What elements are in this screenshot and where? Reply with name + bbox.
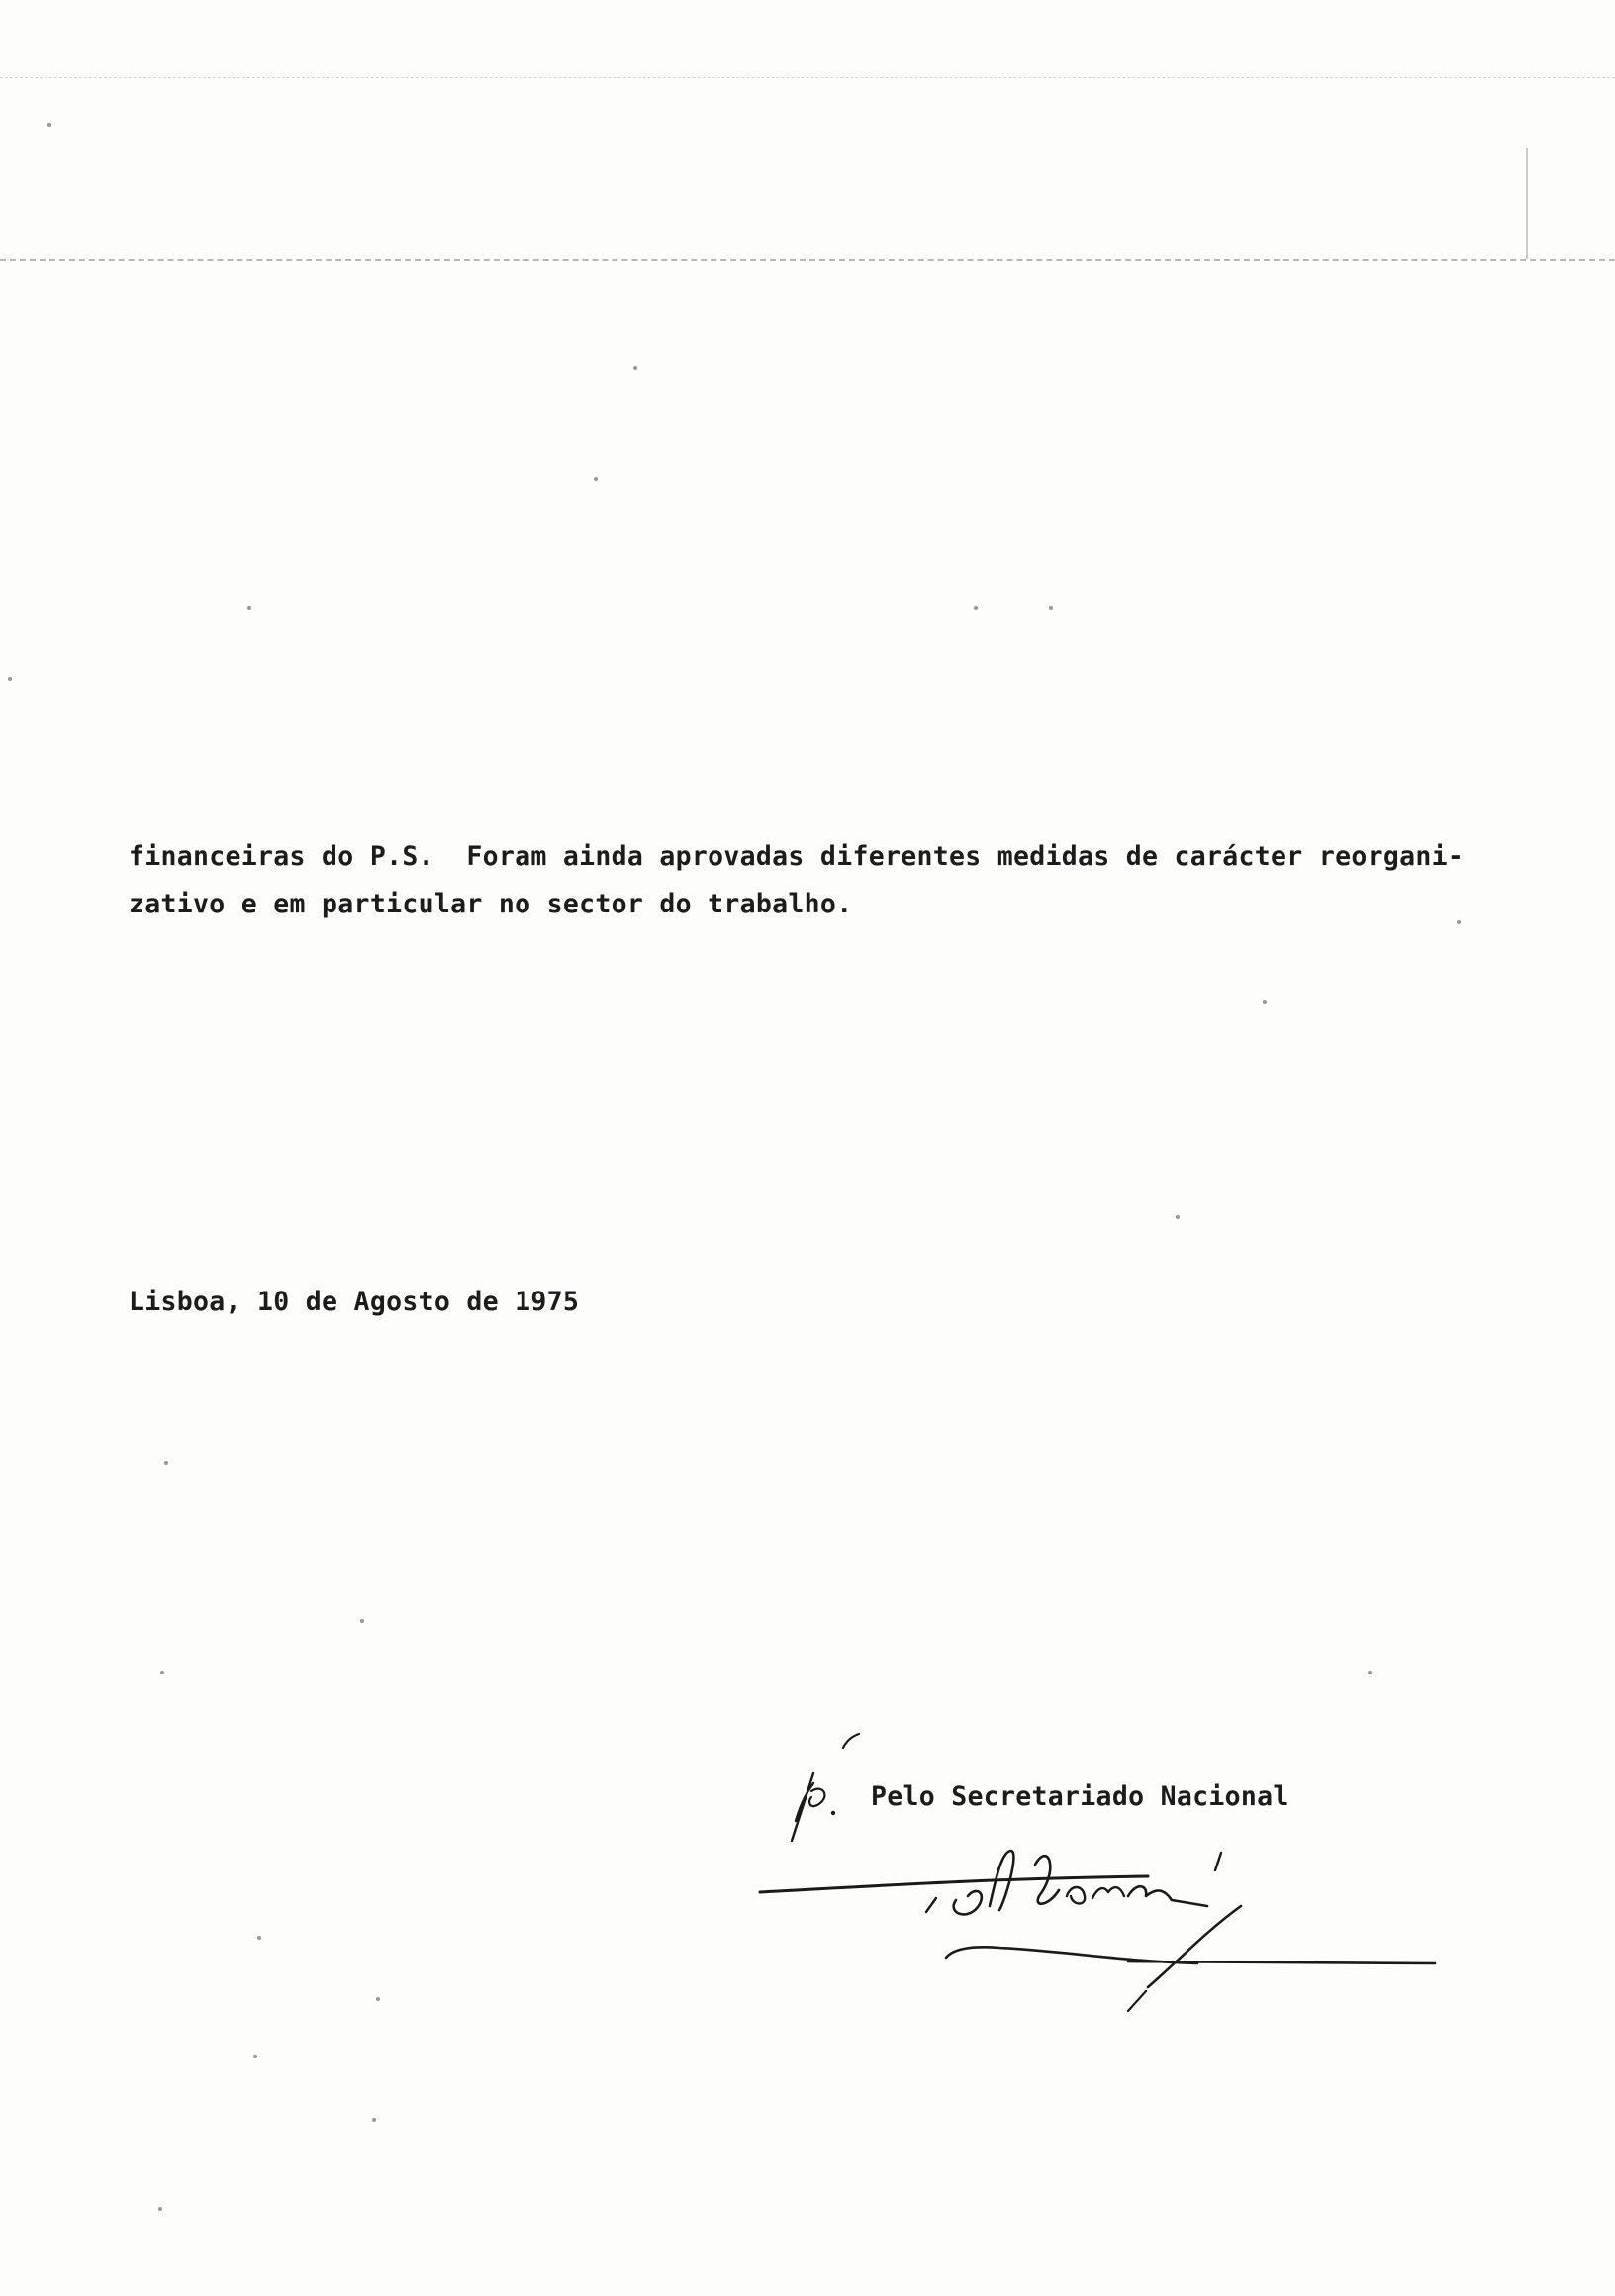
- body-paragraph: [129, 833, 1514, 928]
- scan-speck: [257, 1936, 261, 1940]
- dateline: Lisboa, 10 de Agosto de 1975: [129, 1287, 580, 1317]
- scan-speck: [1263, 1000, 1267, 1004]
- scan-speck: [158, 2207, 162, 2211]
- scan-speck: [372, 2118, 376, 2122]
- signatory-line: Pelo Secretariado Nacional: [871, 1781, 1289, 1812]
- scan-speck: [376, 1997, 380, 2001]
- paragraph-line-2: zativo e em particular no sector do trabalho.: [129, 889, 853, 919]
- scan-speck: [360, 1619, 364, 1623]
- scan-speck: [1049, 606, 1053, 610]
- scan-speck: [160, 1671, 164, 1674]
- scan-edge-mark: [1526, 148, 1528, 259]
- scan-speck: [1457, 920, 1461, 924]
- scan-artifact-line: [0, 259, 1615, 261]
- scan-speck: [633, 366, 637, 370]
- scan-speck: [1176, 1215, 1180, 1219]
- handwritten-signature: [752, 1702, 1445, 2058]
- paragraph-line-1: financeiras do P.S. Foram ainda aprovadas diferentes medidas de carácter reorgani-: [129, 841, 1465, 872]
- scan-speck: [8, 677, 12, 681]
- scan-artifact-line-top: [0, 77, 1615, 78]
- scan-speck: [1368, 1671, 1372, 1674]
- scan-speck: [253, 2055, 257, 2058]
- scan-speck: [48, 123, 51, 127]
- scan-speck: [164, 1461, 168, 1465]
- scan-speck: [247, 606, 251, 610]
- scan-speck: [974, 606, 978, 610]
- scan-speck: [594, 477, 598, 481]
